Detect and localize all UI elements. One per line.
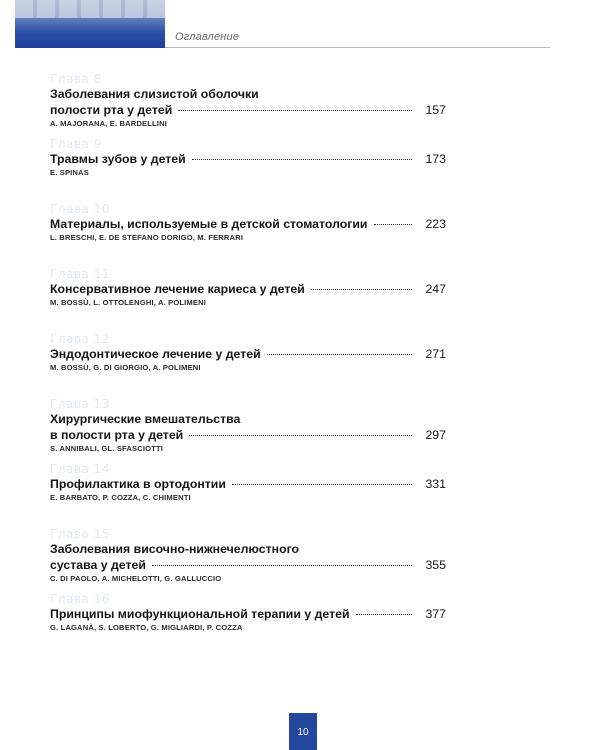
entry-title-row — [50, 281, 446, 297]
chapter-label: Глава 12 — [50, 332, 110, 346]
chapter-label: Глава 15 — [50, 527, 110, 541]
entry-page-number: 297 — [425, 428, 446, 442]
entry-authors: S. ANNIBALI, GL. SFASCIOTTI — [50, 444, 164, 453]
chapter-label: Глава 14 — [50, 462, 110, 476]
entry-title-line: Хирургические вмешательства — [50, 412, 241, 426]
entry-title-line: Материалы, используемые в детской стоматологии — [50, 217, 368, 231]
entry-title-line: Заболевания слизистой оболочки — [50, 87, 259, 101]
entry-page-number: 331 — [425, 477, 446, 491]
page-number: 10 — [297, 727, 309, 738]
entry-authors: L. BRESCHI, E. DE STEFANO DORIGO, M. FERRARI — [50, 233, 244, 242]
header-rule — [165, 47, 550, 48]
dot-leader — [192, 159, 412, 160]
entry-title-row — [50, 427, 446, 443]
entry-title-row — [50, 606, 446, 622]
chapter-label: Глава 11 — [50, 267, 110, 281]
toc-entry — [50, 137, 446, 202]
entry-title-row — [50, 557, 446, 573]
toc-entry — [50, 527, 446, 592]
dot-leader — [152, 565, 412, 566]
toc-entry — [50, 397, 446, 462]
dot-leader — [232, 484, 412, 485]
entry-authors: A. MAJORANA, E. BARDELLINI — [50, 119, 167, 128]
dot-leader — [311, 289, 412, 290]
toc-entry — [50, 462, 446, 527]
dot-leader — [374, 224, 413, 225]
entry-title-row — [50, 346, 446, 362]
toc-entry — [50, 267, 446, 332]
entry-page-number: 377 — [425, 607, 446, 621]
table-of-contents — [50, 72, 446, 657]
entry-title-row — [50, 216, 446, 232]
dot-leader — [189, 435, 412, 436]
dot-leader — [267, 354, 412, 355]
toc-entry — [50, 72, 446, 137]
dot-leader — [178, 110, 412, 111]
entry-title-line: Консервативное лечение кариеса у детей — [50, 282, 305, 296]
page-number-tab — [289, 713, 317, 750]
dot-leader — [356, 614, 412, 615]
entry-page-number: 271 — [425, 347, 446, 361]
chapter-label: Глава 13 — [50, 397, 110, 411]
toc-entry — [50, 592, 446, 657]
entry-title-line: Эндодонтическое лечение у детей — [50, 347, 261, 361]
chapter-label: Глава 16 — [50, 592, 110, 606]
entry-title-line: полости рта у детей — [50, 103, 173, 117]
chapter-label: Глава 8 — [50, 72, 102, 86]
chapter-label: Глава 9 — [50, 137, 102, 151]
entry-title-row — [50, 102, 446, 118]
entry-authors: G. LAGANÀ, S. LOBERTO, G. MIGLIARDI, P. COZZA — [50, 623, 243, 632]
entry-title-line: Принципы миофункциональной терапии у детей — [50, 607, 350, 621]
entry-title-line: сустава у детей — [50, 558, 146, 572]
header-decoration — [15, 0, 165, 48]
entry-page-number: 247 — [425, 282, 446, 296]
running-header-title: Оглавление — [175, 31, 240, 43]
entry-title-line: Профилактика в ортодонтии — [50, 477, 226, 491]
entry-page-number: 173 — [425, 152, 446, 166]
entry-page-number: 223 — [425, 217, 446, 231]
header-decoration-strip — [15, 0, 165, 18]
chapter-label: Глава 10 — [50, 202, 110, 216]
entry-title-line: в полости рта у детей — [50, 428, 184, 442]
entry-authors: M. BOSSÙ, G. DI GIORGIO, A. POLIMENI — [50, 363, 201, 372]
entry-title-line: Заболевания височно-нижнечелюстного — [50, 542, 300, 556]
entry-authors: E. SPINAS — [50, 168, 89, 177]
entry-title-row — [50, 151, 446, 167]
entry-authors: C. DI PAOLO, A. MICHELOTTI, G. GALLUCCIO — [50, 574, 222, 583]
entry-authors: E. BARBATO, P. COZZA, C. CHIMENTI — [50, 493, 191, 502]
entry-authors: M. BOSSÙ, L. OTTOLENGHI, A. POLIMENI — [50, 298, 207, 307]
toc-entry — [50, 202, 446, 267]
entry-title-line: Травмы зубов у детей — [50, 152, 186, 166]
toc-entry — [50, 332, 446, 397]
entry-title-row — [50, 476, 446, 492]
entry-page-number: 355 — [425, 558, 446, 572]
entry-page-number: 157 — [425, 103, 446, 117]
